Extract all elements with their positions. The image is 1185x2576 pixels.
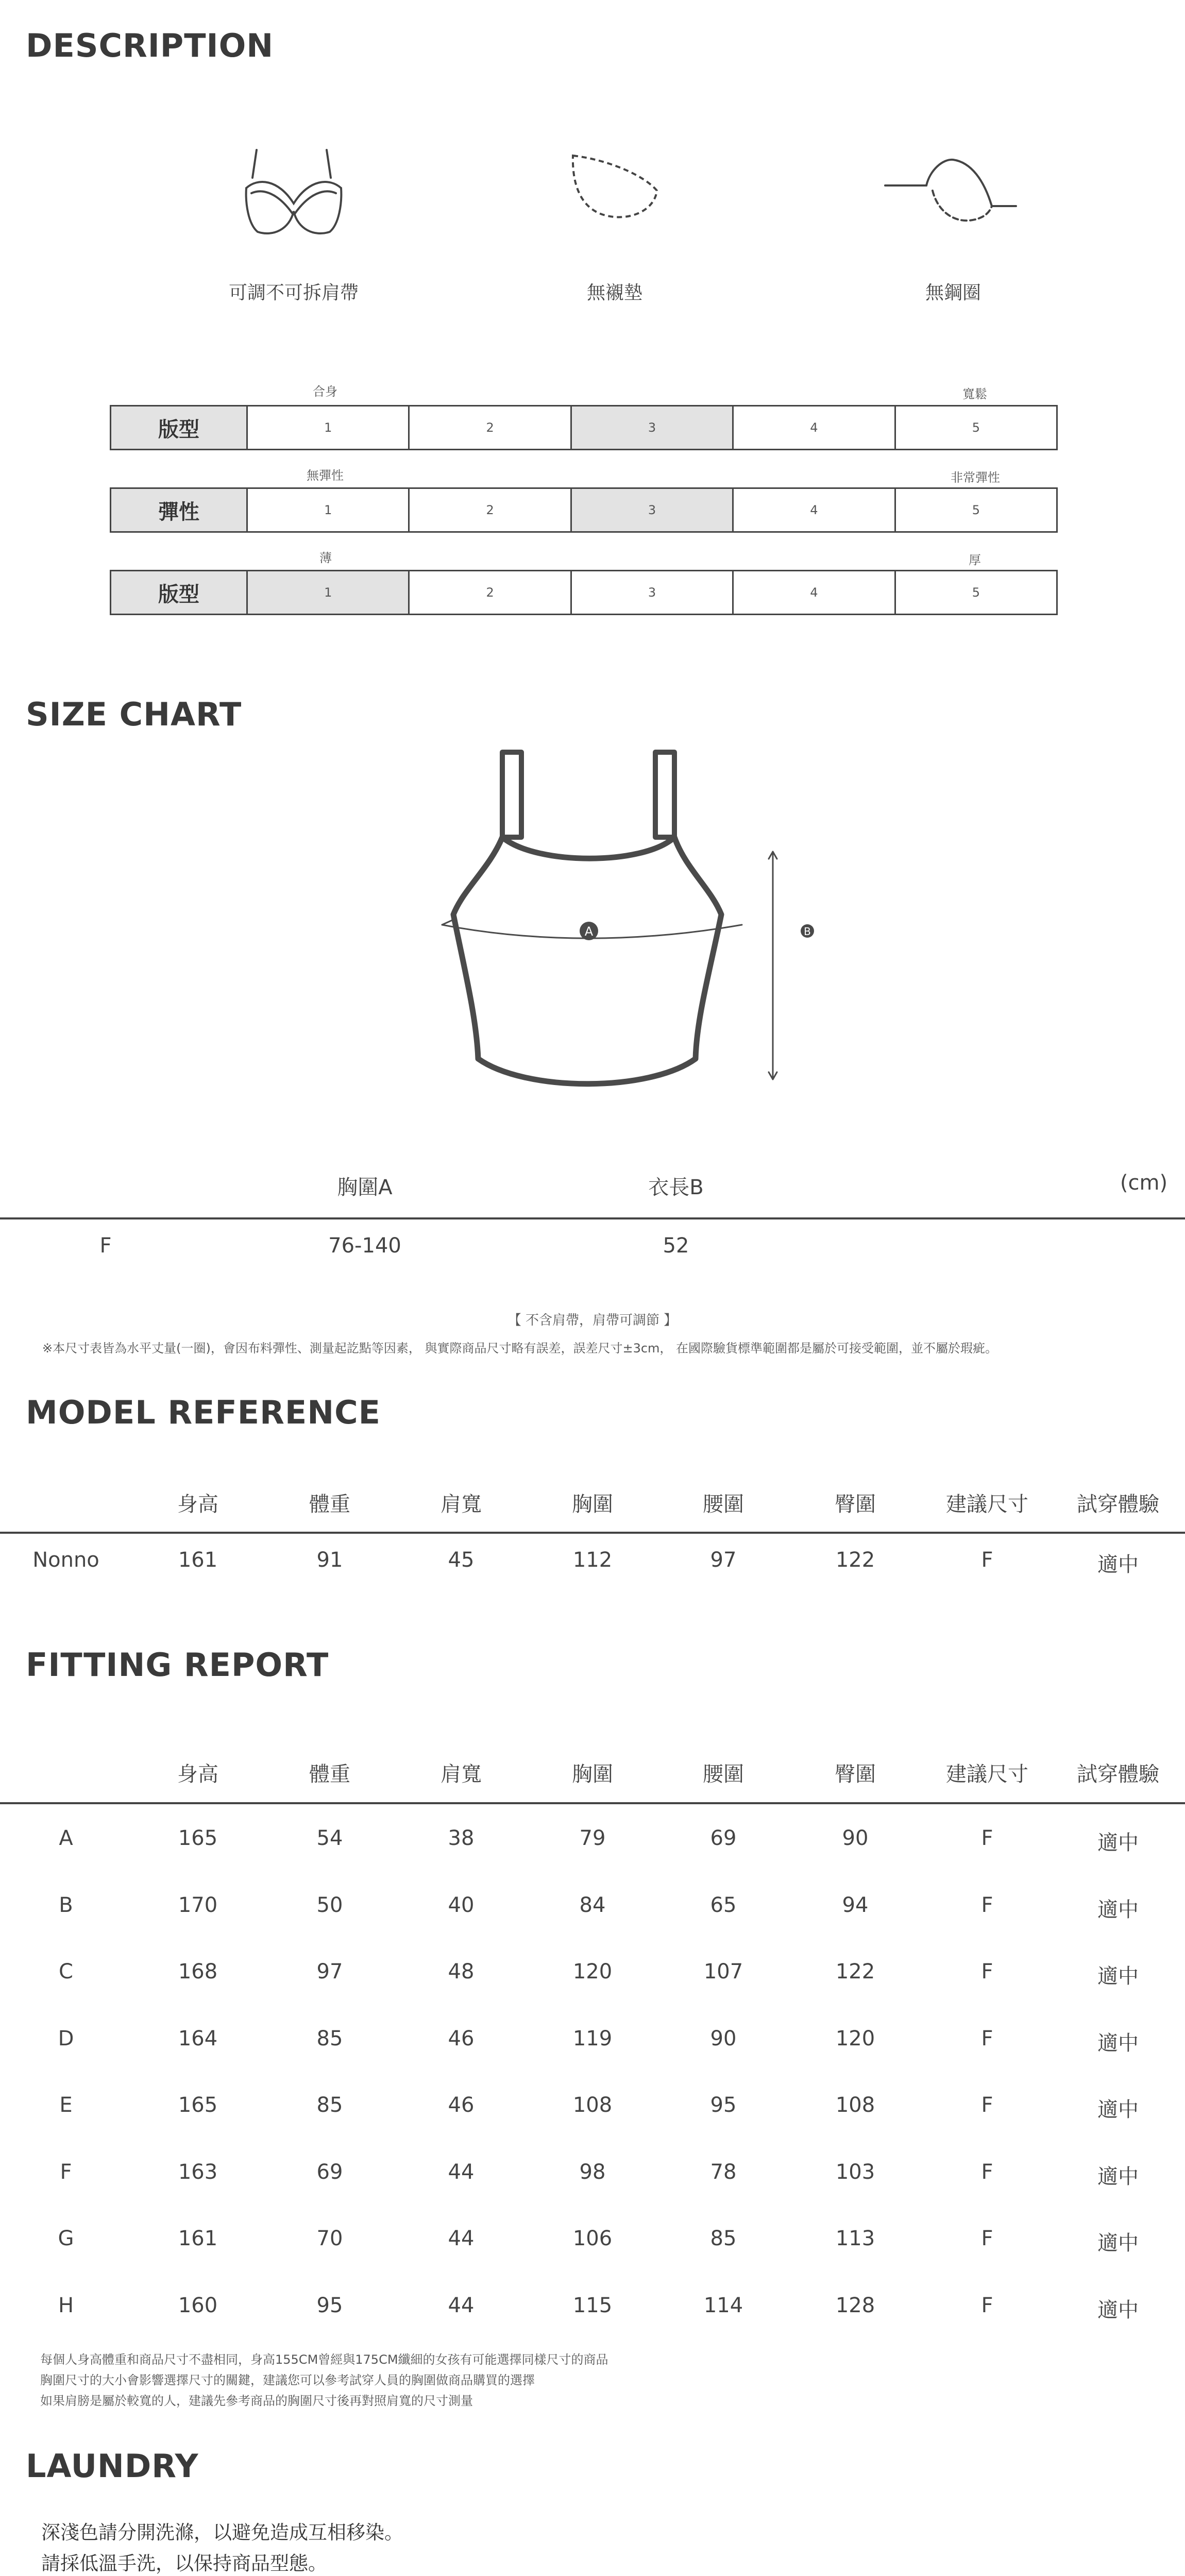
table-cell: 78 (710, 2160, 737, 2184)
size-note-line: ※本尺寸表皆為水平丈量(一圈)，會因布料彈性、測量起訖點等因素， 與實際商品尺寸略有誤差，誤差尺寸±3cm， 在國際驗貨標準範圍都是屬於可接受範圍，並不屬於瑕疵。 (42, 1341, 998, 1355)
row-name: A (59, 1826, 73, 1850)
table-cell: 108 (572, 2093, 613, 2117)
table-cell: 適中 (1097, 1964, 1139, 1988)
table-cell: 103 (835, 2160, 875, 2184)
table-cell: 70 (316, 2227, 343, 2250)
size-table-divider (0, 1217, 1185, 1219)
column-header: 體重 (309, 1762, 350, 1786)
table-cell: 122 (835, 1548, 875, 1572)
row-name: F (60, 2160, 72, 2184)
table-cell: 107 (703, 1960, 743, 1984)
table-cell: 40 (448, 1893, 475, 1917)
table-cell: 94 (842, 1893, 869, 1917)
table-cell: 適中 (1097, 2098, 1139, 2122)
size-note-center: 【 不含肩帶，肩帶可調節 】 (507, 1313, 678, 1328)
scale-cell: 4 (734, 489, 895, 531)
size-length-value: 52 (663, 1234, 689, 1258)
row-name: Nonno (32, 1548, 99, 1572)
table-cell: 65 (710, 1893, 737, 1917)
table-cell: F (981, 1548, 993, 1572)
size-header-chest: 胸圍A (337, 1176, 393, 1199)
table-cell: F (981, 1893, 993, 1917)
table-cell: 85 (316, 2026, 343, 2050)
column-header: 腰圍 (703, 1762, 744, 1786)
table-cell: F (981, 2227, 993, 2250)
table-cell: 適中 (1097, 1553, 1139, 1577)
table-cell: 48 (448, 1960, 475, 1984)
scale-stretch (110, 487, 1058, 533)
row-name: E (59, 2093, 73, 2117)
fitting-note-1: 每個人身高體重和商品尺寸不盡相同，身高155CM曾經與175CM纖細的女孩有可能選擇同樣尺寸的商品 (40, 2352, 608, 2367)
table-cell: 適中 (1097, 2164, 1139, 2189)
table-cell: F (981, 2093, 993, 2117)
table-cell: 50 (316, 1893, 343, 1917)
pad-icon (567, 149, 665, 227)
table-cell: 44 (448, 2293, 475, 2317)
laundry-title: LAUNDRY (26, 2447, 199, 2485)
scale-cell-selected: 3 (572, 406, 734, 449)
table-cell: 適中 (1097, 1831, 1139, 1855)
table-cell: 54 (316, 1826, 343, 1850)
scale-cell: 2 (410, 571, 571, 614)
scale-thick-left-caption: 薄 (319, 551, 332, 565)
table-cell: F (981, 2160, 993, 2184)
table-cell: F (981, 1826, 993, 1850)
feature-label-wire: 無鋼圈 (925, 282, 981, 303)
scale-cell: 5 (972, 503, 980, 517)
row-name: G (58, 2227, 74, 2250)
table-cell: 112 (572, 1548, 613, 1572)
table-cell: 168 (178, 1960, 218, 1984)
table-cell: 165 (178, 2093, 218, 2117)
column-header: 建議尺寸 (946, 1493, 1028, 1516)
table-cell: 113 (835, 2227, 875, 2250)
scale-cell: 2 (410, 489, 571, 531)
marker-a: A (584, 924, 594, 939)
row-name: H (58, 2293, 74, 2317)
table-cell: 115 (572, 2293, 613, 2317)
size-chart-title: SIZE CHART (26, 696, 242, 733)
table-cell: F (981, 2026, 993, 2050)
column-header: 胸圍 (572, 1762, 613, 1786)
table-cell: 97 (316, 1960, 343, 1984)
table-cell: 90 (842, 1826, 869, 1850)
column-header: 試穿體驗 (1077, 1762, 1159, 1786)
table-cell: 95 (316, 2293, 343, 2317)
size-row-label: F (99, 1234, 112, 1258)
table-cell: 44 (448, 2160, 475, 2184)
table-cell: 119 (572, 2026, 613, 2050)
size-header-length: 衣長B (648, 1176, 704, 1199)
table-cell: 160 (178, 2293, 218, 2317)
table-cell: 適中 (1097, 2231, 1139, 2255)
column-header: 臀圍 (835, 1493, 876, 1516)
table-cell: 適中 (1097, 2031, 1139, 2055)
laundry-line-2: 請採低溫手洗，以保持商品型態。 (41, 2552, 327, 2574)
scale-cell: 3 (572, 571, 734, 614)
table-cell: 適中 (1097, 1897, 1139, 1922)
scale-cell: 4 (734, 406, 895, 449)
scale-stretch-right-caption: 非常彈性 (951, 470, 1000, 485)
marker-b: B (804, 925, 811, 938)
table-cell: 161 (178, 1548, 218, 1572)
garment-diagram (433, 750, 814, 1100)
scale-cell: 5 (972, 585, 980, 600)
scale-cell: 4 (734, 571, 895, 614)
table-cell: 108 (835, 2093, 875, 2117)
table-cell: 97 (710, 1548, 737, 1572)
row-name: C (59, 1960, 73, 1984)
table-cell: 45 (448, 1548, 475, 1572)
underwire-icon (881, 149, 1025, 232)
scale-head: 版型 (111, 406, 248, 449)
table-cell: 106 (572, 2227, 613, 2250)
scale-cell: 5 (972, 420, 980, 435)
row-name: D (58, 2026, 74, 2050)
table-cell: 128 (835, 2293, 875, 2317)
table-cell: 46 (448, 2093, 475, 2117)
table-cell: 69 (710, 1826, 737, 1850)
table-divider (0, 1532, 1185, 1534)
table-cell: 122 (835, 1960, 875, 1984)
feature-label-strap: 可調不可拆肩帶 (228, 282, 359, 303)
description-title: DESCRIPTION (26, 27, 274, 64)
table-cell: 85 (316, 2093, 343, 2117)
scale-thick-right-caption: 厚 (969, 553, 981, 567)
table-cell: 79 (579, 1826, 606, 1850)
fitting-report-title: FITTING REPORT (26, 1646, 329, 1684)
table-cell: 69 (316, 2160, 343, 2184)
scale-head: 彈性 (111, 489, 248, 531)
table-cell: 適中 (1097, 2298, 1139, 2322)
scale-head: 版型 (111, 571, 248, 614)
size-unit: (cm) (1120, 1171, 1168, 1195)
table-cell: 164 (178, 2026, 218, 2050)
bra-icon (242, 147, 345, 240)
scale-fit (110, 405, 1058, 450)
column-header: 身高 (177, 1762, 218, 1786)
table-cell: 91 (316, 1548, 343, 1572)
scale-fit-right-caption: 寬鬆 (962, 387, 987, 401)
scale-cell-selected: 3 (572, 489, 734, 531)
fitting-note-2: 胸圍尺寸的大小會影響選擇尺寸的關鍵，建議您可以參考試穿人員的胸圍做商品購買的選擇 (40, 2373, 535, 2387)
table-cell: 95 (710, 2093, 737, 2117)
scale-cell: 1 (248, 406, 410, 449)
table-cell: 120 (572, 1960, 613, 1984)
scale-fit-left-caption: 合身 (313, 384, 337, 399)
scale-thickness (110, 570, 1058, 615)
column-header: 試穿體驗 (1077, 1493, 1159, 1516)
column-header: 身高 (177, 1493, 218, 1516)
table-cell: 120 (835, 2026, 875, 2050)
column-header: 肩寬 (441, 1493, 482, 1516)
fitting-note-3: 如果肩膀是屬於較寬的人，建議先參考商品的胸圍尺寸後再對照肩寬的尺寸測量 (40, 2394, 473, 2408)
scale-cell: 1 (248, 489, 410, 531)
row-name: B (59, 1893, 73, 1917)
table-cell: 90 (710, 2026, 737, 2050)
column-header: 臀圍 (835, 1762, 876, 1786)
table-cell: 38 (448, 1826, 475, 1850)
feature-label-pad: 無襯墊 (586, 282, 642, 303)
table-cell: 163 (178, 2160, 218, 2184)
column-header: 腰圍 (703, 1493, 744, 1516)
table-cell: 114 (703, 2293, 743, 2317)
table-cell: 170 (178, 1893, 218, 1917)
scale-stretch-left-caption: 無彈性 (307, 468, 344, 483)
scale-cell: 2 (410, 406, 571, 449)
column-header: 肩寬 (441, 1762, 482, 1786)
table-cell: 84 (579, 1893, 606, 1917)
column-header: 胸圍 (572, 1493, 613, 1516)
model-reference-title: MODEL REFERENCE (26, 1394, 381, 1431)
table-divider (0, 1802, 1185, 1804)
table-cell: F (981, 1960, 993, 1984)
laundry-line-1: 深淺色請分開洗滌，以避免造成互相移染。 (41, 2521, 403, 2544)
size-chest-value: 76-140 (328, 1234, 401, 1258)
table-cell: 98 (579, 2160, 606, 2184)
table-cell: 165 (178, 1826, 218, 1850)
scale-cell-selected: 1 (248, 571, 410, 614)
column-header: 建議尺寸 (946, 1762, 1028, 1786)
table-cell: 85 (710, 2227, 737, 2250)
table-cell: 161 (178, 2227, 218, 2250)
table-cell: 46 (448, 2026, 475, 2050)
table-cell: 44 (448, 2227, 475, 2250)
column-header: 體重 (309, 1493, 350, 1516)
table-cell: F (981, 2293, 993, 2317)
